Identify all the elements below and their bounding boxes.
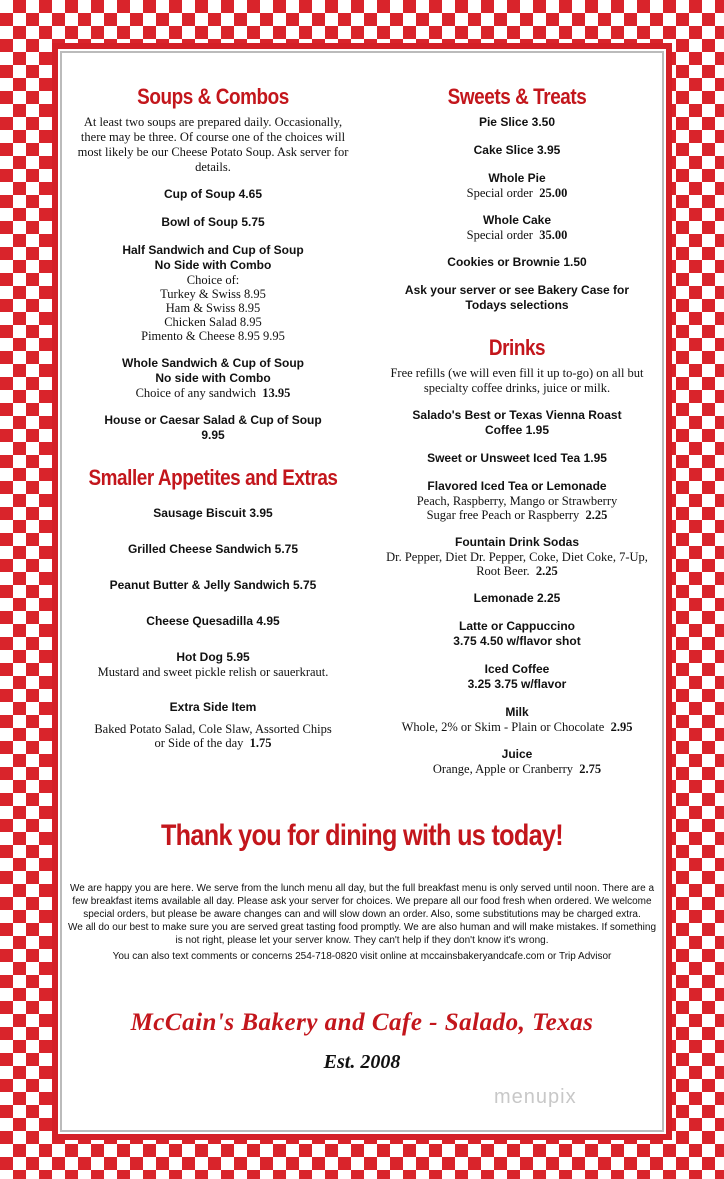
item-name: House or Caesar Salad & Cup of Soup bbox=[104, 413, 322, 428]
note-paragraph: We are happy you are here. We serve from the lunch menu all day, but the full breakfast menu is only served until noon. There are a few breakfast items available all day. Please ask your server for choices. We prepare all our food fresh when ordered. We welcome special orders, but please be aware changes can and will slow down an order. Also, some substitutions may be charged extra. bbox=[69, 883, 655, 920]
item-desc bbox=[68, 736, 358, 750]
item-name: Whole Pie bbox=[488, 171, 546, 186]
item-desc: Choice of: bbox=[186, 273, 240, 288]
item-desc: Peach, Raspberry, Mango or Strawberry bbox=[416, 494, 618, 509]
item-desc: Baked Potato Salad, Cole Slaw, Assorted Chips bbox=[94, 722, 332, 737]
watermark-logo: menupix bbox=[494, 1086, 577, 1108]
note-paragraph: We all do our best to make sure you are served great tasting food promptly. We are also human and will make mistakes. If something is not right, please let your server know. They can't help if they don't know it's wrong. bbox=[67, 922, 657, 946]
menu-item bbox=[368, 255, 666, 270]
item-desc: Mustard and sweet pickle relish or sauerkraut. bbox=[97, 665, 329, 680]
menu-item bbox=[68, 243, 358, 343]
menu-item bbox=[68, 578, 358, 593]
menu-item bbox=[368, 705, 666, 734]
item-desc: Pimento & Cheese 8.95 9.95 bbox=[141, 329, 285, 344]
item-subname: Coffee 1.95 bbox=[484, 423, 550, 438]
item-desc: Dr. Pepper, Diet Dr. Pepper, Coke, Diet Coke, 7-Up, bbox=[386, 550, 648, 565]
menu-item bbox=[68, 187, 358, 202]
item-price: 2.75 bbox=[579, 762, 602, 777]
item-subname: 3.75 4.50 w/flavor shot bbox=[453, 634, 581, 649]
menu-item bbox=[68, 614, 358, 629]
menu-item bbox=[368, 747, 666, 776]
established-year: Est. 2008 bbox=[323, 1051, 401, 1073]
item-name: Half Sandwich and Cup of Soup bbox=[122, 243, 304, 258]
item-desc bbox=[368, 508, 666, 522]
item-name: Grilled Cheese Sandwich 5.75 bbox=[127, 542, 299, 557]
item-name: Extra Side Item bbox=[169, 700, 257, 715]
item-price: 2.25 bbox=[535, 564, 558, 579]
item-desc-text: or Side of the day bbox=[154, 736, 244, 751]
menu-item bbox=[368, 479, 666, 522]
item-price: 2.25 bbox=[585, 508, 608, 523]
item-desc bbox=[368, 762, 666, 776]
item-desc: Turkey & Swiss 8.95 bbox=[160, 287, 266, 302]
item-desc-text: Whole, 2% or Skim - Plain or Chocolate bbox=[401, 720, 605, 735]
contact-line: You can also text comments or concerns 254-718-0820 visit online at mccainsbakeryandcafe.com or Trip Advisor bbox=[112, 951, 612, 962]
item-name: Fountain Drink Sodas bbox=[454, 535, 579, 550]
item-desc-text: Root Beer. bbox=[476, 564, 530, 579]
item-price: 35.00 bbox=[539, 228, 568, 243]
menu-card bbox=[52, 43, 672, 1140]
cafe-name: McCain's Bakery and Cafe - Salado, Texas bbox=[130, 1009, 594, 1036]
section-title-soups: Soups & Combos bbox=[137, 84, 289, 109]
item-name: Milk bbox=[505, 705, 529, 720]
item-name: Whole Cake bbox=[482, 213, 551, 228]
item-name: Pie Slice 3.50 bbox=[478, 115, 556, 130]
menu-item bbox=[68, 215, 358, 230]
menu-item bbox=[368, 283, 666, 313]
item-subname: No Side with Combo bbox=[154, 258, 272, 273]
item-price: 1.75 bbox=[249, 736, 272, 751]
item-subname: Todays selections bbox=[465, 298, 569, 313]
menu-item bbox=[368, 619, 666, 649]
menu-item bbox=[368, 143, 666, 158]
menu-item bbox=[368, 591, 666, 606]
item-name: Juice bbox=[501, 747, 533, 762]
menu-item bbox=[68, 650, 358, 679]
thank-you-heading: Thank you for dining with us today! bbox=[160, 819, 564, 852]
item-subname: 9.95 bbox=[201, 428, 225, 443]
item-name: Latte or Cappuccino bbox=[458, 619, 575, 634]
item-name: Cheese Quesadilla 4.95 bbox=[146, 614, 280, 629]
item-name: Bowl of Soup 5.75 bbox=[161, 215, 265, 230]
menu-item bbox=[68, 356, 358, 400]
item-desc-text: Choice of any sandwich bbox=[135, 386, 257, 401]
item-name: Whole Sandwich & Cup of Soup bbox=[122, 356, 304, 371]
item-name: Peanut Butter & Jelly Sandwich 5.75 bbox=[109, 578, 317, 593]
item-name: Sausage Biscuit 3.95 bbox=[153, 506, 273, 521]
menu-item bbox=[368, 213, 666, 242]
item-desc bbox=[368, 564, 666, 578]
item-desc bbox=[68, 386, 358, 400]
item-subname: 3.25 3.75 w/flavor bbox=[467, 677, 567, 692]
menu-item bbox=[68, 506, 358, 521]
item-name: Cake Slice 3.95 bbox=[473, 143, 561, 158]
item-desc-text: Special order bbox=[466, 228, 533, 243]
item-desc-text: Sugar free Peach or Raspberry bbox=[426, 508, 580, 523]
footer-notes bbox=[66, 882, 658, 963]
item-desc bbox=[368, 228, 666, 242]
menu-item bbox=[368, 662, 666, 692]
menu-item bbox=[68, 700, 358, 750]
menu-item bbox=[368, 115, 666, 130]
item-desc bbox=[368, 186, 666, 200]
item-name: Lemonade 2.25 bbox=[473, 591, 561, 606]
item-name: Ask your server or see Bakery Case for bbox=[404, 283, 630, 298]
item-subname: No side with Combo bbox=[155, 371, 271, 386]
section-title-sweets: Sweets & Treats bbox=[447, 84, 587, 109]
item-desc bbox=[368, 720, 666, 734]
item-desc: Chicken Salad 8.95 bbox=[164, 315, 262, 330]
menu-item bbox=[368, 451, 666, 466]
menu-item bbox=[368, 171, 666, 200]
item-name: Hot Dog 5.95 bbox=[176, 650, 250, 665]
item-price: 25.00 bbox=[539, 186, 568, 201]
item-price: 13.95 bbox=[262, 386, 291, 401]
item-name: Flavored Iced Tea or Lemonade bbox=[427, 479, 607, 494]
left-column bbox=[68, 85, 358, 763]
item-name: Cup of Soup 4.65 bbox=[163, 187, 262, 202]
item-name: Cookies or Brownie 1.50 bbox=[447, 255, 587, 270]
drinks-intro: Free refills (we will even fill it up to-go) on all but specialty coffee drinks, juice or milk. bbox=[390, 366, 644, 396]
menu-item bbox=[68, 542, 358, 557]
right-column bbox=[368, 85, 666, 789]
section-title-smaller: Smaller Appetites and Extras bbox=[88, 465, 338, 491]
item-name: Salado's Best or Texas Vienna Roast bbox=[412, 408, 622, 423]
section-title-drinks: Drinks bbox=[488, 335, 546, 361]
item-name: Iced Coffee bbox=[484, 662, 550, 677]
item-desc: Ham & Swiss 8.95 bbox=[165, 301, 261, 316]
menu-item bbox=[368, 535, 666, 578]
menu-item bbox=[368, 408, 666, 438]
item-desc-text: Special order bbox=[466, 186, 533, 201]
soups-intro: At least two soups are prepared daily. Occasionally, there may be three. Of course one of the choices will most likely be our Cheese Potato Soup. Ask server for details. bbox=[77, 115, 349, 175]
item-desc-text: Orange, Apple or Cranberry bbox=[432, 762, 574, 777]
item-name: Sweet or Unsweet Iced Tea 1.95 bbox=[427, 451, 607, 466]
menu-item bbox=[68, 413, 358, 443]
item-price: 2.95 bbox=[610, 720, 633, 735]
